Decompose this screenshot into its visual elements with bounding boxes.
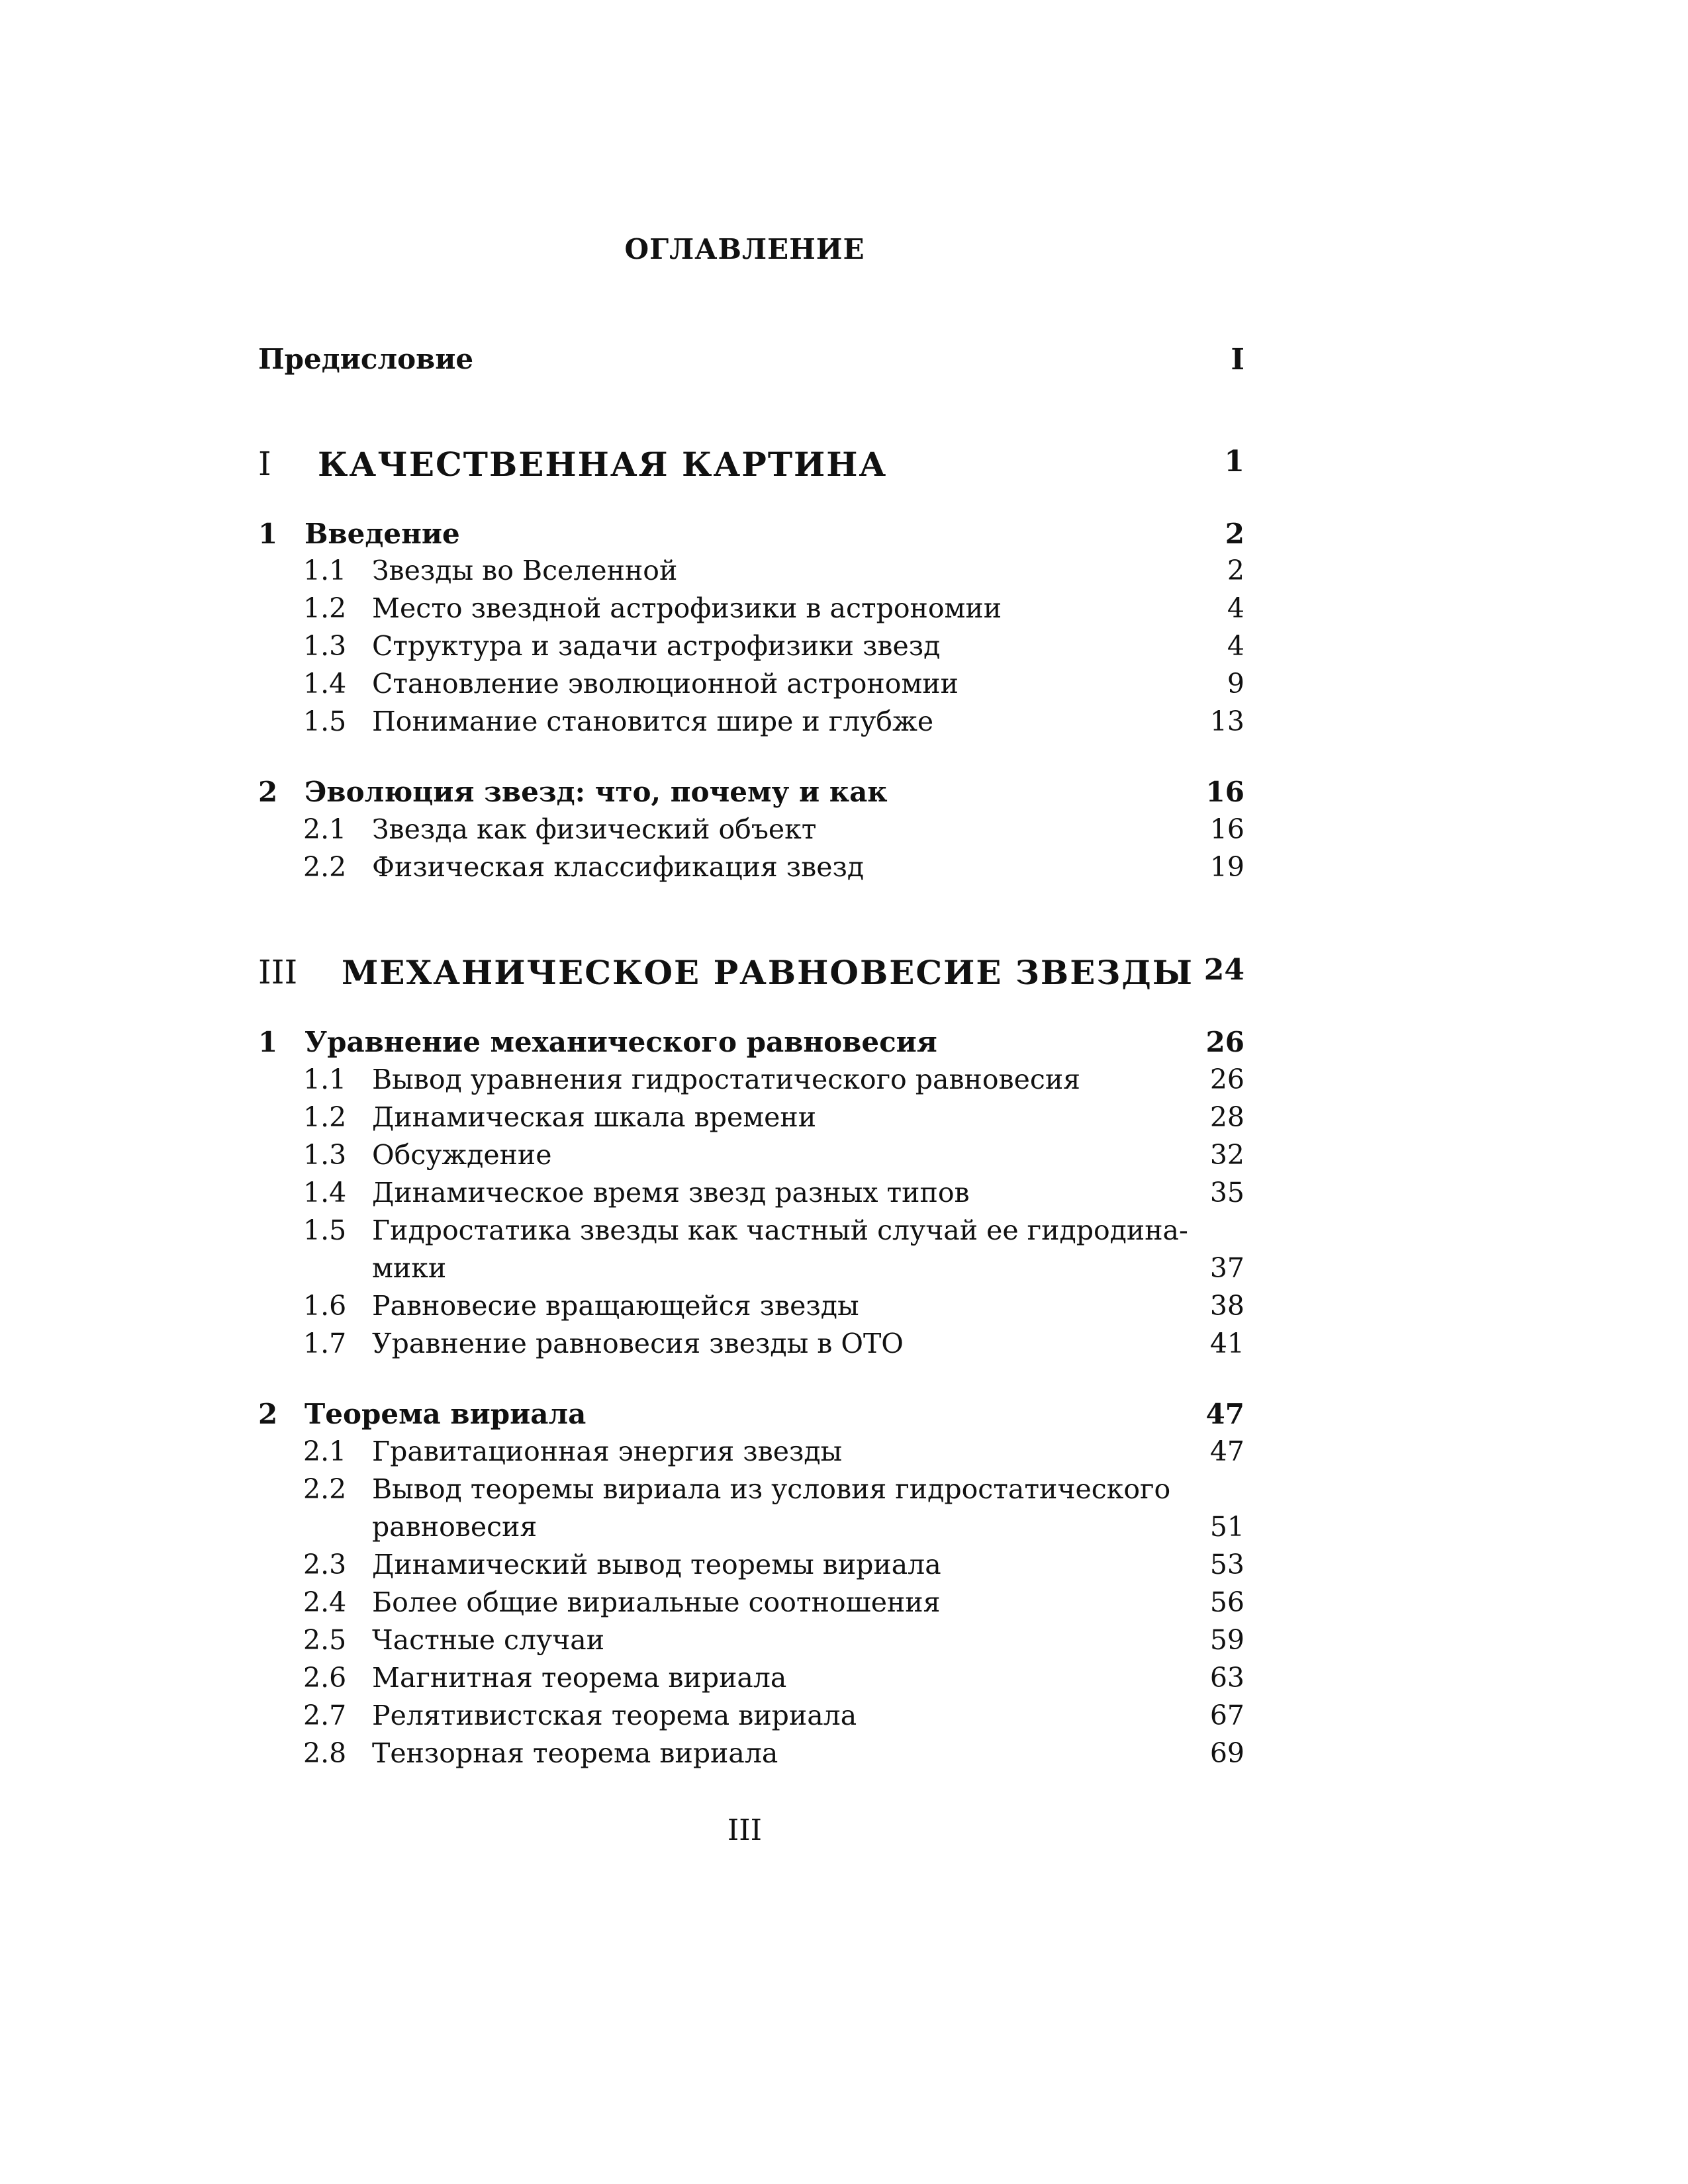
section-title: Релятивистская теорема вириала (372, 1700, 866, 1731)
part-3-page: 24 (1203, 953, 1244, 987)
section-number: 2.4 (303, 1586, 347, 1618)
section-page: 4 (1219, 592, 1244, 624)
section-number: 2.7 (303, 1700, 347, 1731)
toc-chapter-3-2[interactable] (258, 1398, 1244, 1435)
section-page: 38 (1202, 1290, 1244, 1322)
section-page: 51 (1202, 1511, 1244, 1543)
part-1-page: 1 (1224, 445, 1244, 478)
section-title: Обсуждение (372, 1139, 561, 1171)
toc-section-3-2-2[interactable] (258, 1473, 1244, 1510)
section-number: 1.3 (303, 1139, 347, 1171)
section-page: 13 (1202, 705, 1244, 737)
chapter-number: 1 (258, 518, 278, 550)
section-page: 32 (1202, 1139, 1244, 1171)
section-number: 1.1 (303, 555, 347, 586)
section-title: Динамический вывод теоремы вириала (372, 1549, 951, 1580)
section-title: Частные случаи (372, 1624, 614, 1656)
section-title: Становление эволюционной астрономии (372, 668, 968, 700)
section-title: Более общие вириальные соотношения (372, 1586, 950, 1618)
toc-section-3-2-2-cont[interactable] (258, 1511, 1244, 1548)
chapter-page: 47 (1205, 1398, 1244, 1430)
section-number: 2.8 (303, 1737, 347, 1769)
toc-section-1-2-1[interactable] (258, 813, 1244, 850)
toc-section-1-1-4[interactable] (258, 668, 1244, 705)
section-page: 9 (1219, 668, 1244, 700)
toc-section-3-1-1[interactable] (258, 1064, 1244, 1101)
section-title-continued: мики (372, 1252, 455, 1284)
toc-section-1-1-3[interactable] (258, 630, 1244, 667)
toc-part-3[interactable] (258, 953, 1244, 990)
section-number: 2.5 (303, 1624, 347, 1656)
section-title: Динамическая шкала времени (372, 1101, 825, 1133)
section-page: 37 (1202, 1252, 1244, 1284)
toc-section-3-2-4[interactable] (258, 1586, 1244, 1623)
part-1-roman: I (258, 445, 271, 483)
section-number: 2.2 (303, 1473, 347, 1505)
chapter-page: 16 (1205, 776, 1244, 808)
section-title: Тензорная теорема вириала (372, 1737, 787, 1769)
section-page: 35 (1202, 1177, 1244, 1208)
section-number: 2.3 (303, 1549, 347, 1580)
section-title: Гравитационная энергия звезды (372, 1435, 851, 1467)
section-title: Магнитная теорема вириала (372, 1662, 796, 1694)
toc-section-3-1-5[interactable] (258, 1214, 1244, 1251)
chapter-number: 2 (258, 1398, 278, 1430)
section-page: 41 (1202, 1328, 1244, 1359)
section-title: Звезды во Вселенной (372, 555, 686, 586)
chapter-title: Уравнение механического равновесия (305, 1026, 937, 1058)
toc-section-3-1-3[interactable] (258, 1139, 1244, 1176)
preface-page: I (1231, 343, 1244, 377)
section-number: 1.7 (303, 1328, 347, 1359)
toc-chapter-1-1[interactable] (258, 518, 1244, 555)
section-number: 1.1 (303, 1064, 347, 1095)
section-page: 26 (1202, 1064, 1244, 1095)
section-number: 2.1 (303, 1435, 347, 1467)
chapter-title: Теорема вириала (305, 1398, 586, 1430)
section-title: Гидростатика звезды как частный случай ее гидродина- (372, 1214, 1197, 1246)
section-title-continued: равновесия (372, 1511, 546, 1543)
toc-entry-preface[interactable] (258, 343, 1244, 380)
section-page: 28 (1202, 1101, 1244, 1133)
toc-section-3-2-8[interactable] (258, 1737, 1244, 1774)
toc-section-1-1-2[interactable] (258, 592, 1244, 629)
toc-section-3-1-7[interactable] (258, 1328, 1244, 1365)
section-page: 69 (1202, 1737, 1244, 1769)
section-page: 2 (1219, 555, 1244, 586)
part-1-title: КАЧЕСТВЕННАЯ КАРТИНА (318, 445, 888, 484)
toc-section-1-2-2[interactable] (258, 851, 1244, 888)
section-number: 1.5 (303, 1214, 347, 1246)
part-3-roman: III (258, 953, 298, 991)
toc-section-3-2-7[interactable] (258, 1700, 1244, 1737)
section-title: Вывод уравнения гидростатического равновесия (372, 1064, 1090, 1095)
chapter-number: 1 (258, 1026, 278, 1058)
section-title: Понимание становится шире и глубже (372, 705, 943, 737)
section-number: 1.6 (303, 1290, 347, 1322)
chapter-title: Эволюция звезд: что, почему и как (305, 776, 888, 808)
section-page: 53 (1202, 1549, 1244, 1580)
section-title: Звезда как физический объект (372, 813, 825, 845)
section-title: Динамическое время звезд разных типов (372, 1177, 979, 1208)
section-page: 16 (1202, 813, 1244, 845)
toc-chapter-1-2[interactable] (258, 776, 1244, 813)
preface-title: Предисловие (258, 343, 474, 375)
section-number: 1.4 (303, 668, 347, 700)
section-number: 2.6 (303, 1662, 347, 1694)
chapter-page: 2 (1225, 518, 1244, 550)
section-number: 1.2 (303, 1101, 347, 1133)
toc-section-3-1-6[interactable] (258, 1290, 1244, 1327)
toc-section-3-1-2[interactable] (258, 1101, 1244, 1138)
section-title: Физическая классификация звезд (372, 851, 873, 883)
toc-section-3-1-4[interactable] (258, 1177, 1244, 1214)
section-page: 67 (1202, 1700, 1244, 1731)
chapter-title: Введение (305, 518, 460, 550)
toc-section-3-2-6[interactable] (258, 1662, 1244, 1699)
toc-part-1[interactable] (258, 445, 1244, 482)
section-page: 56 (1202, 1586, 1244, 1618)
toc-title: ОГЛАВЛЕНИЕ (624, 233, 865, 265)
part-3-title: МЕХАНИЧЕСКОЕ РАВНОВЕСИЕ ЗВЕЗДЫ (342, 953, 1194, 992)
section-title: Уравнение равновесия звезды в ОТО (372, 1328, 913, 1359)
section-page: 19 (1202, 851, 1244, 883)
toc-section-1-1-1[interactable] (258, 555, 1244, 592)
section-page: 47 (1202, 1435, 1244, 1467)
section-page: 59 (1202, 1624, 1244, 1656)
toc-section-1-1-5[interactable] (258, 705, 1244, 743)
section-title: Равновесие вращающейся звезды (372, 1290, 868, 1322)
section-number: 2.2 (303, 851, 347, 883)
toc-chapter-3-1[interactable] (258, 1026, 1244, 1063)
section-number: 1.3 (303, 630, 347, 662)
toc-section-3-1-5-cont[interactable] (258, 1252, 1244, 1289)
toc-section-3-2-1[interactable] (258, 1435, 1244, 1473)
section-title: Структура и задачи астрофизики звезд (372, 630, 949, 662)
section-number: 1.4 (303, 1177, 347, 1208)
chapter-page: 26 (1205, 1026, 1244, 1058)
section-page: 63 (1202, 1662, 1244, 1694)
section-title: Вывод теоремы вириала из условия гидростатического (372, 1473, 1180, 1505)
section-number: 1.2 (303, 592, 347, 624)
section-number: 1.5 (303, 705, 347, 737)
page-number-footer: III (727, 1813, 763, 1847)
section-page: 4 (1219, 630, 1244, 662)
section-number: 2.1 (303, 813, 347, 845)
section-title: Место звездной астрофизики в астрономии (372, 592, 1011, 624)
toc-section-3-2-5[interactable] (258, 1624, 1244, 1661)
toc-section-3-2-3[interactable] (258, 1549, 1244, 1586)
chapter-number: 2 (258, 776, 278, 808)
